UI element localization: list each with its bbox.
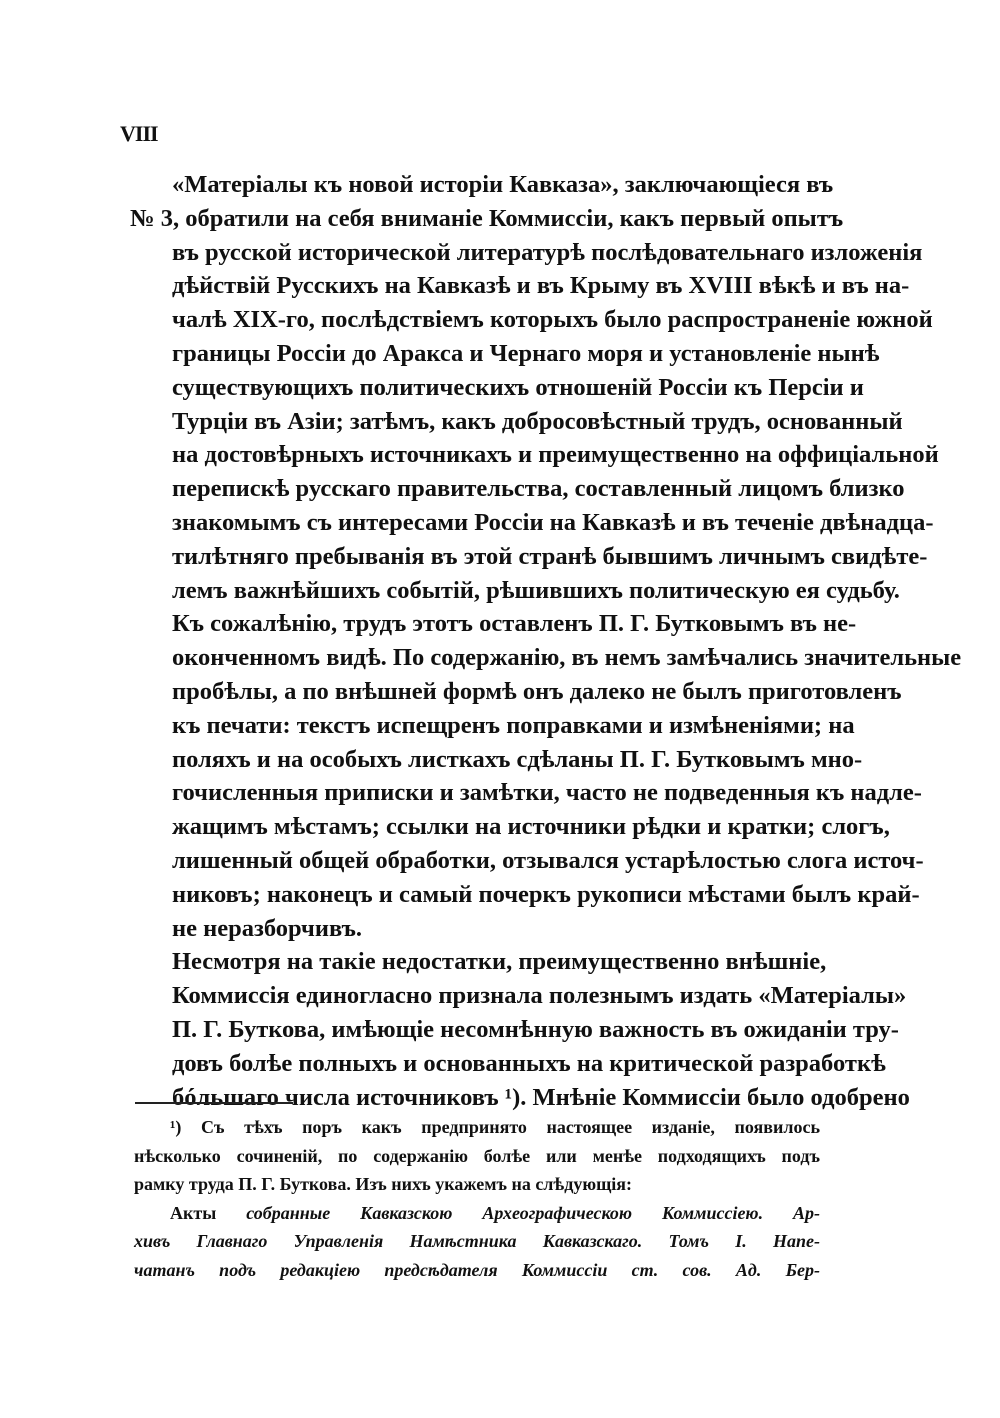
text-line: оконченномъ видѣ. По содержанію, въ немъ замѣчались значительные: [172, 644, 962, 672]
text-line: «Матеріалы къ новой исторіи Кавказа», заключающіеся въ: [172, 171, 834, 198]
paragraph-3: [130, 945, 910, 1114]
paragraph-1: [130, 168, 939, 607]
text-line: существующихъ политическихъ отношеній Россіи къ Персіи и: [172, 373, 864, 401]
text-line: довъ болѣе полныхъ и основанныхъ на критической разработкѣ: [172, 1049, 886, 1077]
text-line: жащимъ мѣстамъ; ссылки на источники рѣдки и кратки; слогъ,: [172, 813, 890, 841]
text-line: никовъ; наконецъ и самый почеркъ рукописи мѣстами былъ край-: [172, 880, 920, 908]
text-line: поляхъ и на особыхъ листкахъ сдѣланы П. Г. Бутковымъ мно-: [172, 745, 863, 773]
text-line: тилѣтняго пребыванія въ этой странѣ бывшимъ личнымъ свидѣте-: [172, 542, 928, 570]
text-line: Несмотря на такіе недостатки, преимущественно внѣшніе,: [172, 948, 827, 976]
text-line: лемъ важнѣйшихъ событій, рѣшившихъ политическую ея судьбу.: [172, 576, 900, 604]
text-line: Турціи въ Азіи; затѣмъ, какъ добросовѣстный трудъ, основанный: [172, 407, 903, 435]
text-line: къ печати: текстъ испещренъ поправками и измѣненіями; на: [172, 711, 855, 739]
text-line: бóльшаго числа источниковъ ¹). Мнѣніе Коммиссіи было одобрено: [172, 1083, 910, 1111]
footnote-reference-line: чатанъ подъ редакціею предсѣдателя Коммиссіи ст. сов. Ад. Бер-: [134, 1259, 820, 1280]
text-line: пробѣлы, а по внѣшней формѣ онъ далеко не былъ приготовленъ: [172, 677, 902, 705]
text-line: лишенный общей обработки, отзывался устарѣлостью слога источ-: [172, 846, 924, 874]
text-line: знакомымъ съ интересами Россіи на Кавказѣ и въ теченіе двѣнадца-: [172, 508, 934, 536]
text-line: чалѣ XIX-го, послѣдствіемъ которыхъ было распространеніе южной: [172, 306, 933, 334]
text-line: № 3, обратили на себя вниманіе Коммиссіи, какъ первый опытъ: [130, 204, 844, 232]
text-line: перепискѣ русскаго правительства, составленный лицомъ близко: [172, 475, 905, 503]
text-line: въ русской исторической литературѣ послѣдовательнаго изложенія: [172, 238, 923, 266]
footnote-reference-line: [134, 1199, 820, 1228]
footnote-line: рамку труда П. Г. Буткова. Изъ нихъ укажемъ на слѣдующія:: [134, 1174, 632, 1194]
main-text: [130, 168, 962, 1114]
footnote-reference-line: хивъ Главнаго Управленія Намѣстника Кавказскаго. Томъ I. Напе-: [134, 1231, 820, 1251]
paragraph-2: [130, 607, 962, 945]
text-line: дѣйствій Русскихъ на Кавказѣ и въ Крыму въ XVIII вѣкѣ и въ на-: [172, 272, 910, 300]
text-line: на достовѣрныхъ источникахъ и преимущественно на оффиціальной: [172, 441, 939, 469]
page-number: VIII: [120, 121, 158, 146]
footnote-divider: [135, 1102, 293, 1104]
footnotes: [134, 1113, 820, 1284]
footnote-line: ¹) Съ тѣхъ поръ какъ предпринято настоящее изданіе, появилось: [170, 1117, 820, 1137]
text-line: границы Россіи до Аракса и Чернаго моря и установленіе нынѣ: [172, 339, 880, 367]
text-line: Коммиссія единогласно признала полезнымъ издать «Матеріалы»: [172, 982, 907, 1010]
text-line: не неразборчивъ.: [172, 914, 362, 942]
text-line: П. Г. Буткова, имѣющіе несомнѣнную важность въ ожиданіи тру-: [172, 1015, 899, 1043]
text-line: Къ сожалѣнію, трудъ этотъ оставленъ П. Г. Бутковымъ въ не-: [172, 610, 857, 638]
footnote-ref-italic: собранные Кавказскою Археографическою Коммиссіею. Ар-: [246, 1202, 821, 1223]
text-line: гочисленныя приписки и замѣтки, часто не подведенныя къ надле-: [172, 779, 922, 807]
footnote-ref-bold: Акты: [170, 1202, 217, 1223]
footnote-line: нѣсколько сочиненій, по содержанію болѣе или менѣе подходящихъ подъ: [134, 1145, 820, 1166]
